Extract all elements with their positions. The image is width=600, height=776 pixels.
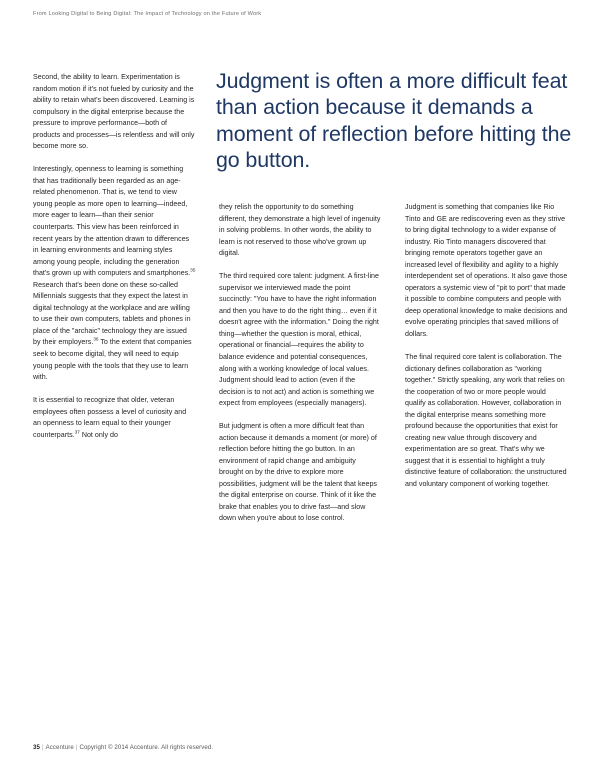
footer-separator: | (41, 744, 44, 751)
paragraph: The final required core talent is collaboration. The dictionary defines collaboration as "working together." Strictly speaking, any work that relies on the cooperation of two or more people would qualify as collaboration. However, collaboration in the digital enterprise means something more profound because the opportunities that exist for creating new value through discovery and experimentation are so great. That's why we suggest that it is essential to highlight a truly distinctive feature of collaboration: the unstructured and voluntary component of working together. (405, 352, 567, 488)
footer-brand: Accenture (45, 744, 74, 751)
page-footer (33, 744, 213, 751)
body-columns (33, 72, 573, 672)
paragraph-text: To the extent that companies seek to become digital, they will need to equip young people with the tools that they use to learn with. (33, 338, 192, 382)
paragraph: Second, the ability to learn. Experimentation is random motion if it's not fueled by curiosity and the ability to retain what's been discovered. Learning is compulsory in the digital enterprise because the pressure to improve performance—both of products and processes—is relentless and will only become more so. (33, 73, 195, 151)
text-column-1 (33, 72, 196, 441)
paragraph-text: Interestingly, openness to learning is something that has traditionally been regarded as an age-related phenomenon. That is, we tend to view young people as more open to learning—indeed, more eager to learn—than their senior counterparts. This view has been reinforced in recent years by the attention drawn to differences in learning environments and learning styles among young people, including the generation that's grown up with computers and smartphones. (33, 165, 191, 278)
footer-page-number: 35 (33, 744, 40, 751)
footer-separator: | (75, 744, 78, 751)
paragraph: Judgment is something that companies like Rio Tinto and GE are rediscovering even as they strive to bring digital technology to a wider expanse of industry. Rio Tinto managers discovered that bringing remote operators together gave an increased level of flexibility and agility to a highly interdependent set of operations. It also gave those operators a systemic view of "pit to port" that made it possible to combine computers and people with deep operational knowledge to make decisions and evolve operating principles that saved millions of dollars. (405, 203, 568, 339)
paragraph-text: Not only do (81, 430, 118, 439)
paragraph: The third required core talent: judgment. A first-line supervisor we interviewed made the point succinctly: "You have to have the right information and then you have to do the right thing… even if it doesn't agree with the information." Doing the right thing—whether the question is moral, ethical, operational or financial—requires the ability to balance evidence and potential consequences, along with a working knowledge of local values. Judgment should lead to action (even if the decision is to not act) and action is something we expect from employees (especially managers). (219, 272, 379, 408)
footnote-marker: 37 (74, 429, 80, 435)
footnote-marker: 35 (190, 267, 196, 273)
paragraph: they relish the opportunity to do something different, they demonstrate a high level of ingenuity in solving problems. In other words, the ability to learn is not reserved to those who've grown up digital. (219, 203, 381, 258)
footnote-marker: 36 (93, 337, 99, 343)
running-head: From Looking Digital to Being Digital: The Impact of Technology on the Future of Work (33, 11, 262, 17)
paragraph (33, 395, 196, 441)
paragraph-text: Research that's been done on these so-called Millennials suggests that they expect the latest in digital technology at the workplace and are willing to use their own computers, tablets and phones in place of the "archaic" technology they are issued by their employers. (33, 280, 191, 347)
footer-copyright: Copyright © 2014 Accenture. All rights reserved. (79, 744, 214, 751)
paragraph (33, 164, 196, 383)
text-column-2 (219, 202, 382, 525)
page-headline: Judgment is often a more difficult feat than action because it demands a moment of reflection before hitting the go button. (216, 69, 572, 173)
paragraph-text: It is essential to recognize that older, veteran employees often possess a level of curiosity and an openness to learn equal to their younger counterparts. (33, 396, 187, 439)
text-column-3 (405, 202, 568, 491)
paragraph: But judgment is often a more difficult feat than action because it demands a moment (or more) of reflection before hitting the go button. In an environment of rapid change and ambiguity brought on by the drive to explore more possibilities, judgment will be the talent that keeps the digital enterprise on course. Think of it like the brake that enables you to drive fast—and slow down when you're about to lose control. (219, 422, 377, 523)
